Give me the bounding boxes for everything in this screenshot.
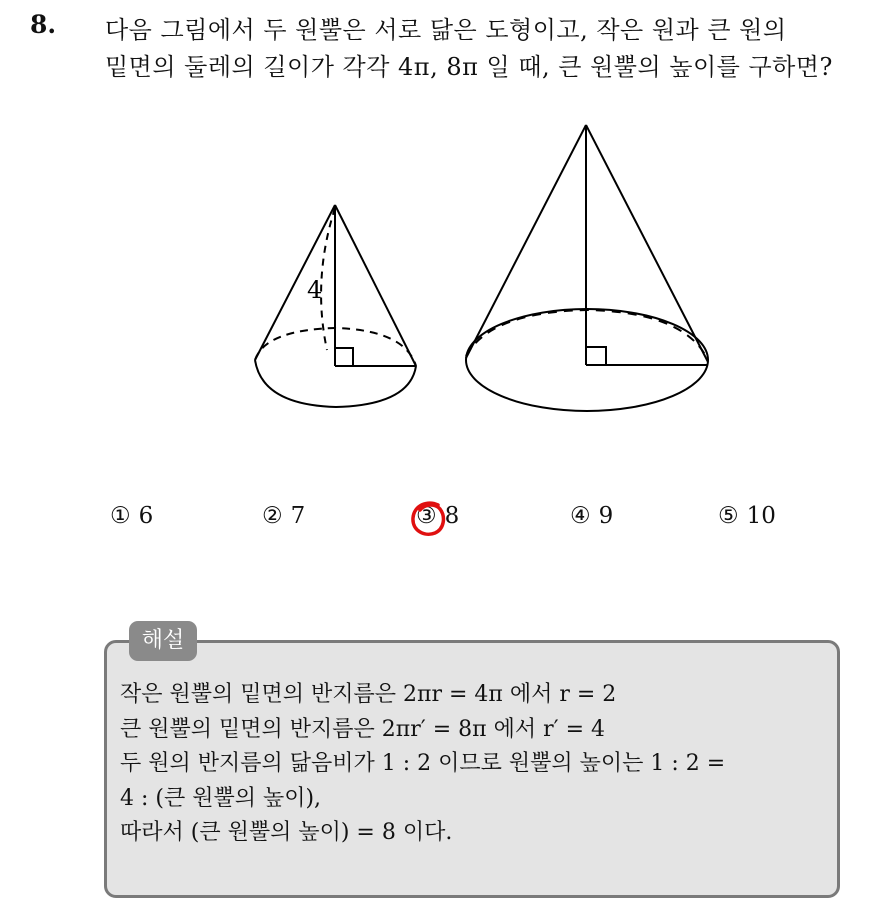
choice-5-mark: ⑤ <box>718 503 739 529</box>
choice-1-value: 6 <box>138 503 154 529</box>
choice-3-mark: ③ <box>416 503 437 529</box>
choice-4-mark: ④ <box>570 503 591 529</box>
solution-line-5: 따라서 (큰 원뿔의 높이) = 8 이다. <box>120 820 453 845</box>
choice-1[interactable] <box>110 503 153 529</box>
choice-2-value: 7 <box>290 503 306 529</box>
choice-2[interactable] <box>262 503 305 529</box>
choice-5[interactable] <box>718 503 776 529</box>
choice-4[interactable] <box>570 503 613 529</box>
selected-answer-circle <box>408 499 450 541</box>
choice-3-value: 8 <box>444 503 460 529</box>
solution-title: 해설 <box>129 621 197 661</box>
choice-3[interactable] <box>416 503 459 529</box>
choice-1-mark: ① <box>110 503 131 529</box>
solution-line-3: 두 원의 반지름의 닮음비가 1 : 2 이므로 원뿔의 높이는 1 : 2 = <box>120 751 726 776</box>
small-cone-height-label: 4 <box>307 276 323 304</box>
solution-text <box>120 678 835 851</box>
choice-2-mark: ② <box>262 503 283 529</box>
solution-line-1: 작은 원뿔의 밑면의 반지름은 2πr = 4π 에서 r = 2 <box>120 682 617 707</box>
answer-choices <box>110 503 810 543</box>
choice-4-value: 9 <box>598 503 614 529</box>
question-line-2: 밑면의 둘레의 길이가 각각 4π, 8π 일 때, 큰 원뿔의 높이를 구하면? <box>105 53 833 81</box>
question-number: 8. <box>30 10 57 39</box>
question-line-1: 다음 그림에서 두 원뿔은 서로 닮은 도형이고, 작은 원과 큰 원의 <box>105 16 787 44</box>
solution-line-2: 큰 원뿔의 밑면의 반지름은 2πr′ = 8π 에서 r′ = 4 <box>120 716 606 742</box>
solution-line-4: 4 : (큰 원뿔의 높이), <box>120 785 322 811</box>
small-cone <box>255 205 416 407</box>
choice-5-value: 10 <box>746 503 776 529</box>
large-cone <box>466 125 708 411</box>
